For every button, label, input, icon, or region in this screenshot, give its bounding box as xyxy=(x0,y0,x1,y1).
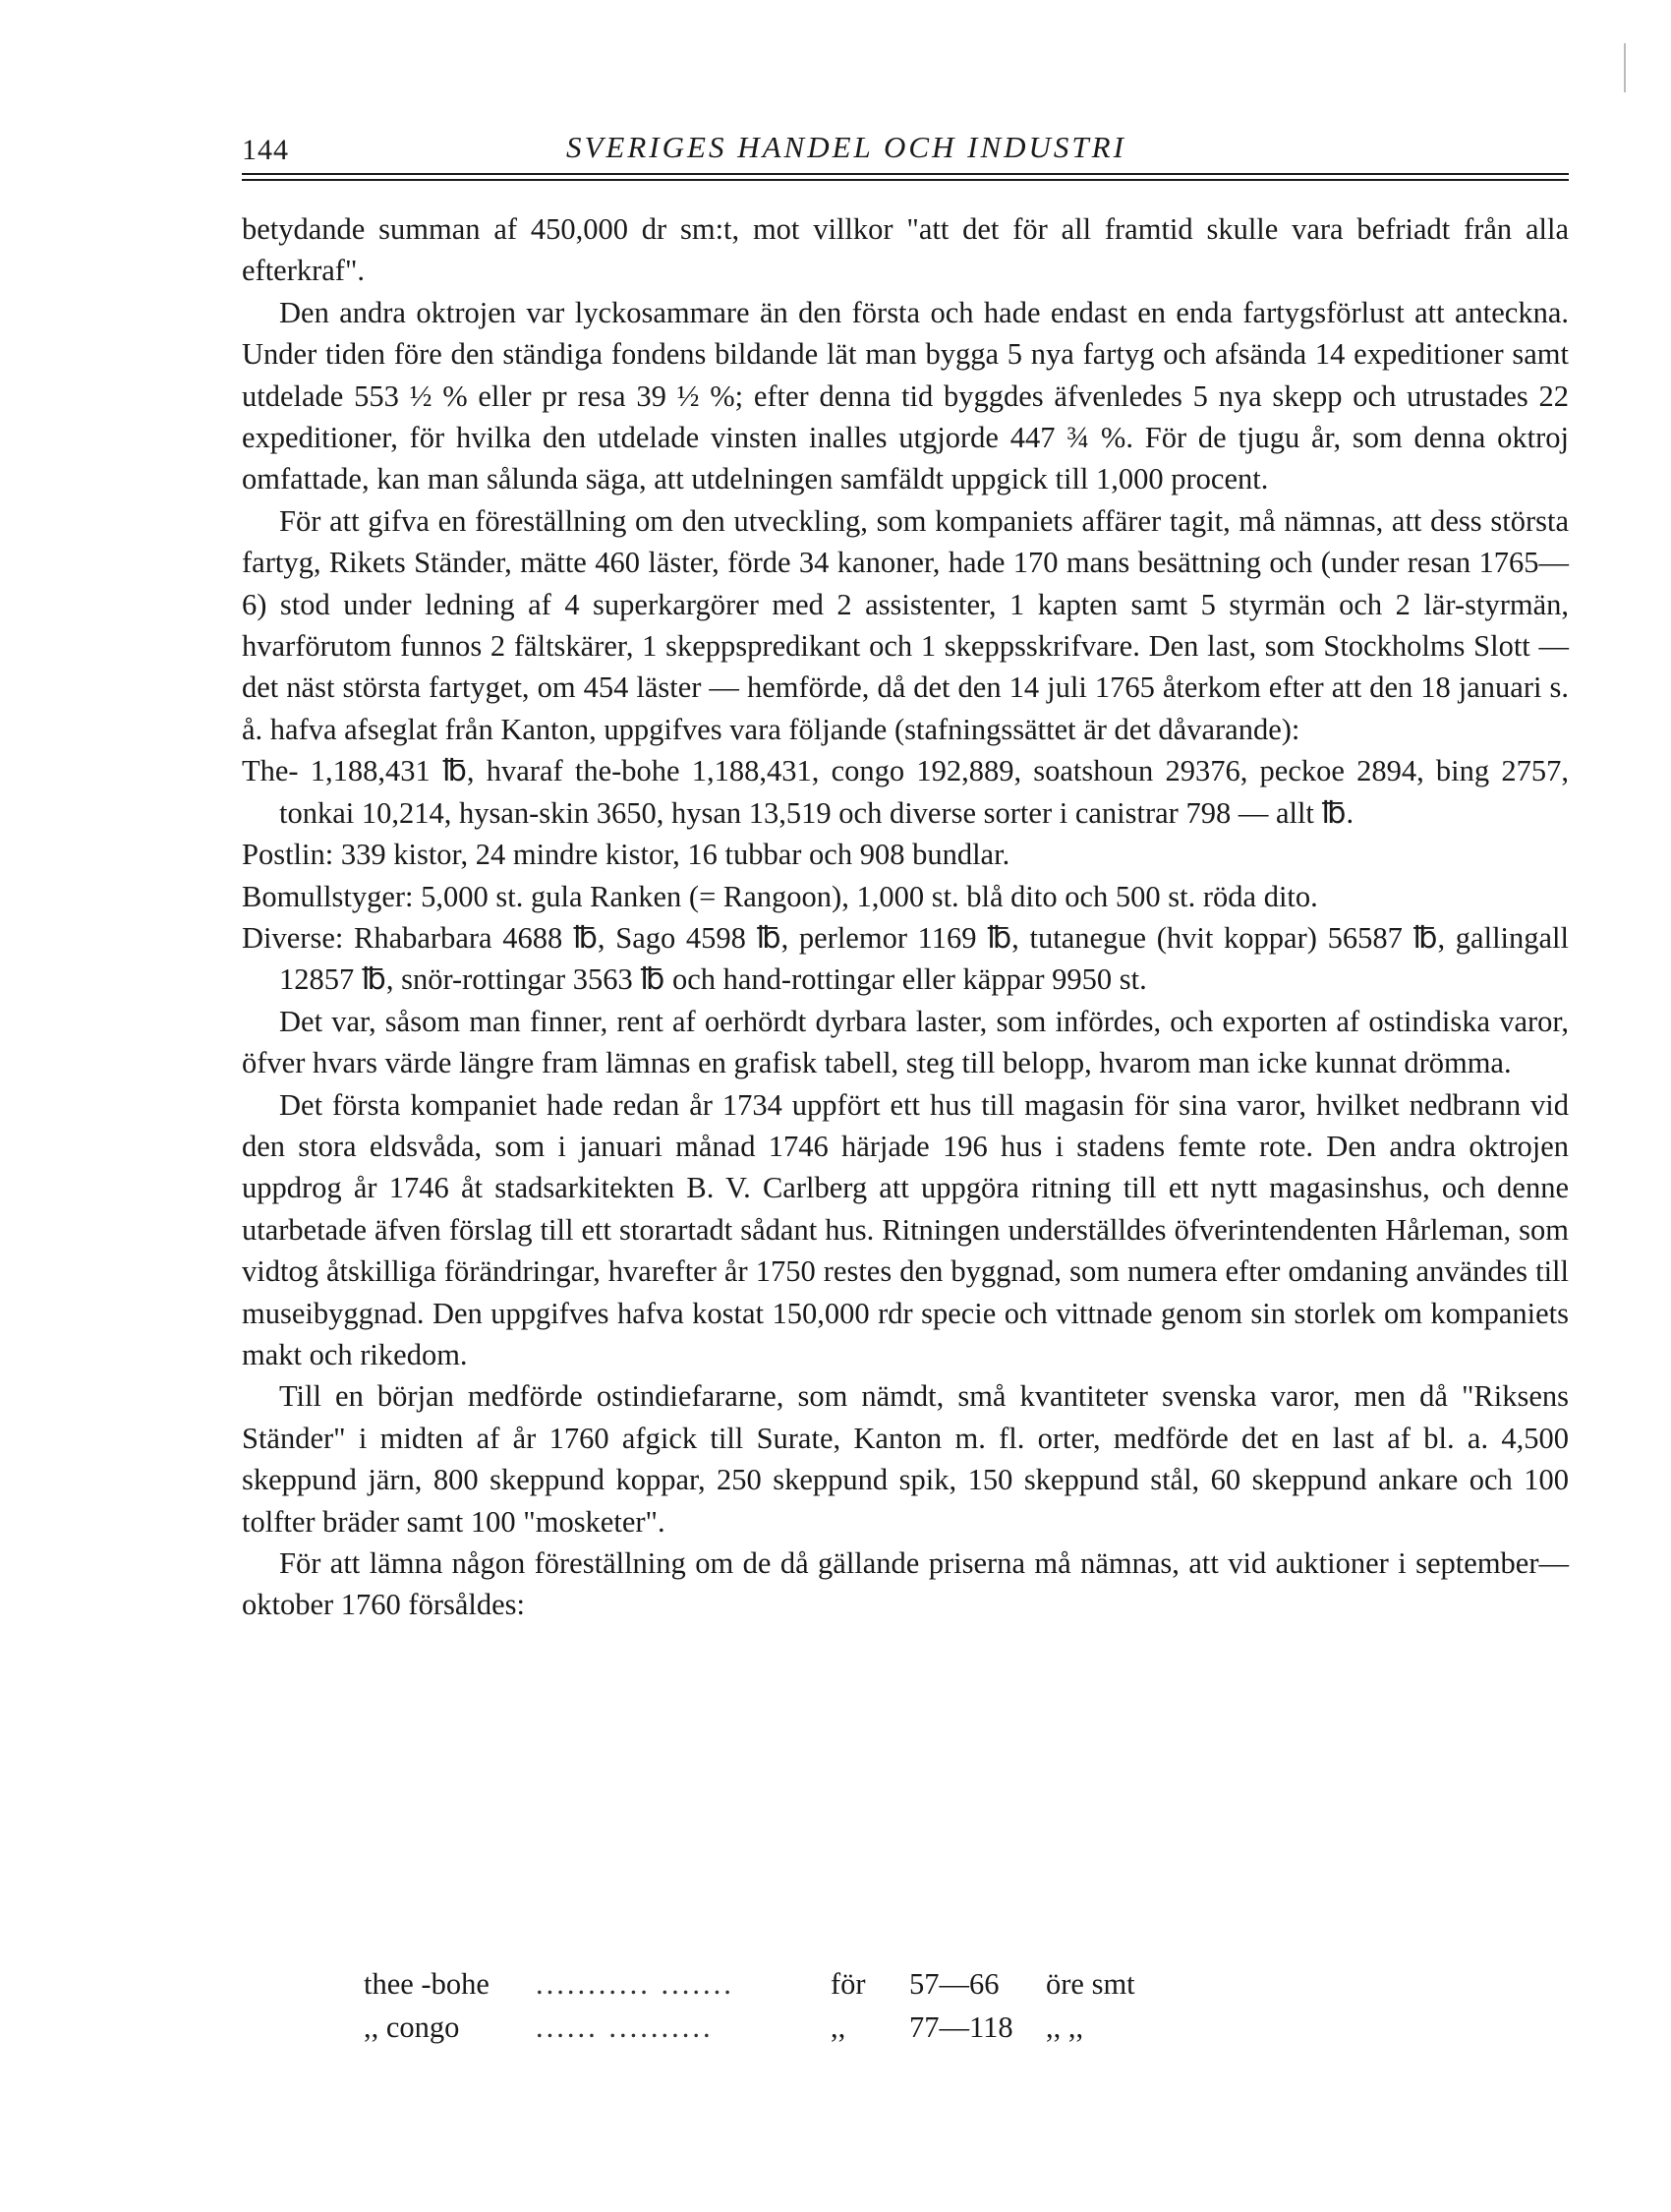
leader-dots: ...... .......... xyxy=(536,2010,714,2044)
paragraph: betydande summan af 450,000 dr sm:t, mot villkor "att det för all framtid skulle vara befriadt från alla efterkraf". xyxy=(242,212,1569,288)
price-item: thee -bohe xyxy=(364,1967,490,2001)
price-item: ,, congo xyxy=(364,2010,460,2044)
header-rule-top xyxy=(242,173,1569,175)
price-currency: ,, ,, xyxy=(1046,2010,1084,2044)
paragraph: För att lämna någon föreställning om de då gällande priserna må nämnas, att vid auktioner i september—oktober 1760 försåldes: xyxy=(242,1546,1569,1622)
paragraph: För att gifva en föreställning om den utveckling, som kompaniets affärer tagit, må nämnas, att dess största fartyg, Rikets Ständer, mätte 460 läster, förde 34 kanoner, hade 170 mans besättning och (under resan 1765—6) stod under ledning af 4 superkargörer med 2 assistenter, 1 kapten samt 5 styrmän och 2 lär-styrmän, hvarförutom funnos 2 fältskärer, 1 skeppspredikant och 1 skeppsskrifvare. Den last, som Stockholms Slott — det näst största fartyget, om 454 läster — hemförde, då det den 14 juli 1765 återkom efter att den 18 januari s. å. hafva afseglat från Kanton, uppgifves vara följande (stafningssättet är det dåvarande): xyxy=(242,503,1569,746)
running-title: SVERIGES HANDEL OCH INDUSTRI xyxy=(566,130,1126,164)
paragraph: Det var, såsom man finner, rent af oerhördt dyrbara laster, som infördes, och exporten af ostindiska varor, öfver hvars värde längre fram lämnas en grafisk tabell, steg till belopp, hvarom man icke kunnat drömma. xyxy=(242,1004,1569,1080)
cargo-entry-porcelain: Postlin: 339 kistor, 24 mindre kistor, 16 tubbar och 908 bundlar. xyxy=(242,838,1010,872)
page-number: 144 xyxy=(242,134,289,166)
cargo-entry-textiles: Bomullstyger: 5,000 st. gula Ranken (= Rangoon), 1,000 st. blå dito och 500 st. röda dito. xyxy=(242,879,1318,913)
page-header xyxy=(242,130,1569,169)
scan-margin-mark xyxy=(1624,43,1626,92)
cargo-entry-tea: The- 1,188,431 ℔, hvaraf the-bohe 1,188,431, congo 192,889, soatshoun 29376, peckoe 2894, bing 2757, tonkai 10,214, hysan-skin 3650, hysan 13,519 och diverse sorter i canistrar 798 — allt ℔. xyxy=(242,754,1569,830)
leader-dots: ........... ....... xyxy=(536,1967,734,2001)
price-currency: öre smt xyxy=(1046,1967,1135,2001)
header-rule-bottom xyxy=(242,179,1569,181)
price-range: 77—118 xyxy=(909,2010,1013,2044)
cargo-entry-misc: Diverse: Rhabarbara 4688 ℔, Sago 4598 ℔, perlemor 1169 ℔, tutanegue (hvit koppar) 56587 ℔, gallingall 12857 ℔, snör-rottingar 3563 ℔ och hand-rottingar eller käppar 9950 st. xyxy=(242,920,1569,997)
paragraph: Det första kompaniet hade redan år 1734 uppfört ett hus till magasin för sina varor, hvilket nedbrann vid den stora eldsvåda, som i januari månad 1746 härjade 196 hus i stadens femte rote. Den andra oktrojen uppdrog år 1746 åt stadsarkitekten B. V. Carlberg att uppgöra ritning till ett nytt magasinshus, och denne utarbetade äfven förslag till ett storartadt sådant hus. Ritningen underställdes öfverintendenten Hårleman, som vidtog åtskilliga förändringar, hvarefter år 1750 restes den byggnad, som numera efter omdaning användes till museibyggnad. Den uppgifves hafva kostat 150,000 rdr specie och vittnade genom sin storlek om kompaniets makt och rikedom. xyxy=(242,1087,1569,1371)
paragraph: Till en början medförde ostindiefararne, som nämdt, små kvantiteter svenska varor, men då "Riksens Ständer" i midten af år 1760 afgick till Surate, Kanton m. fl. orter, medförde det en last af bl. a. 4,500 skeppund järn, 800 skeppund koppar, 250 skeppund spik, 150 skeppund stål, 60 skeppund ankare och 100 tolfter bräder samt 100 "mosketer". xyxy=(242,1379,1569,1539)
price-range: 57—66 xyxy=(909,1967,1000,2001)
price-unit: för xyxy=(831,1967,866,2001)
body-text xyxy=(242,208,1569,1626)
paragraph: Den andra oktrojen var lyckosammare än den första och hade endast en enda fartygsförlust att anteckna. Under tiden före den ständiga fondens bildande lät man bygga 5 nya fartyg och afsända 14 expeditioner samt utdelade 553 ½ % eller pr resa 39 ½ %; efter denna tid byggdes äfvenledes 5 nya skepp och utrustades 22 expeditioner, för hvilka den utdelade vinsten inalles utgjorde 447 ¾ %. För de tjugu år, som denna oktroj omfattade, kan man sålunda säga, att utdelningen samfäldt uppgick till 1,000 procent. xyxy=(242,295,1569,496)
price-unit: ,, xyxy=(831,2010,846,2044)
